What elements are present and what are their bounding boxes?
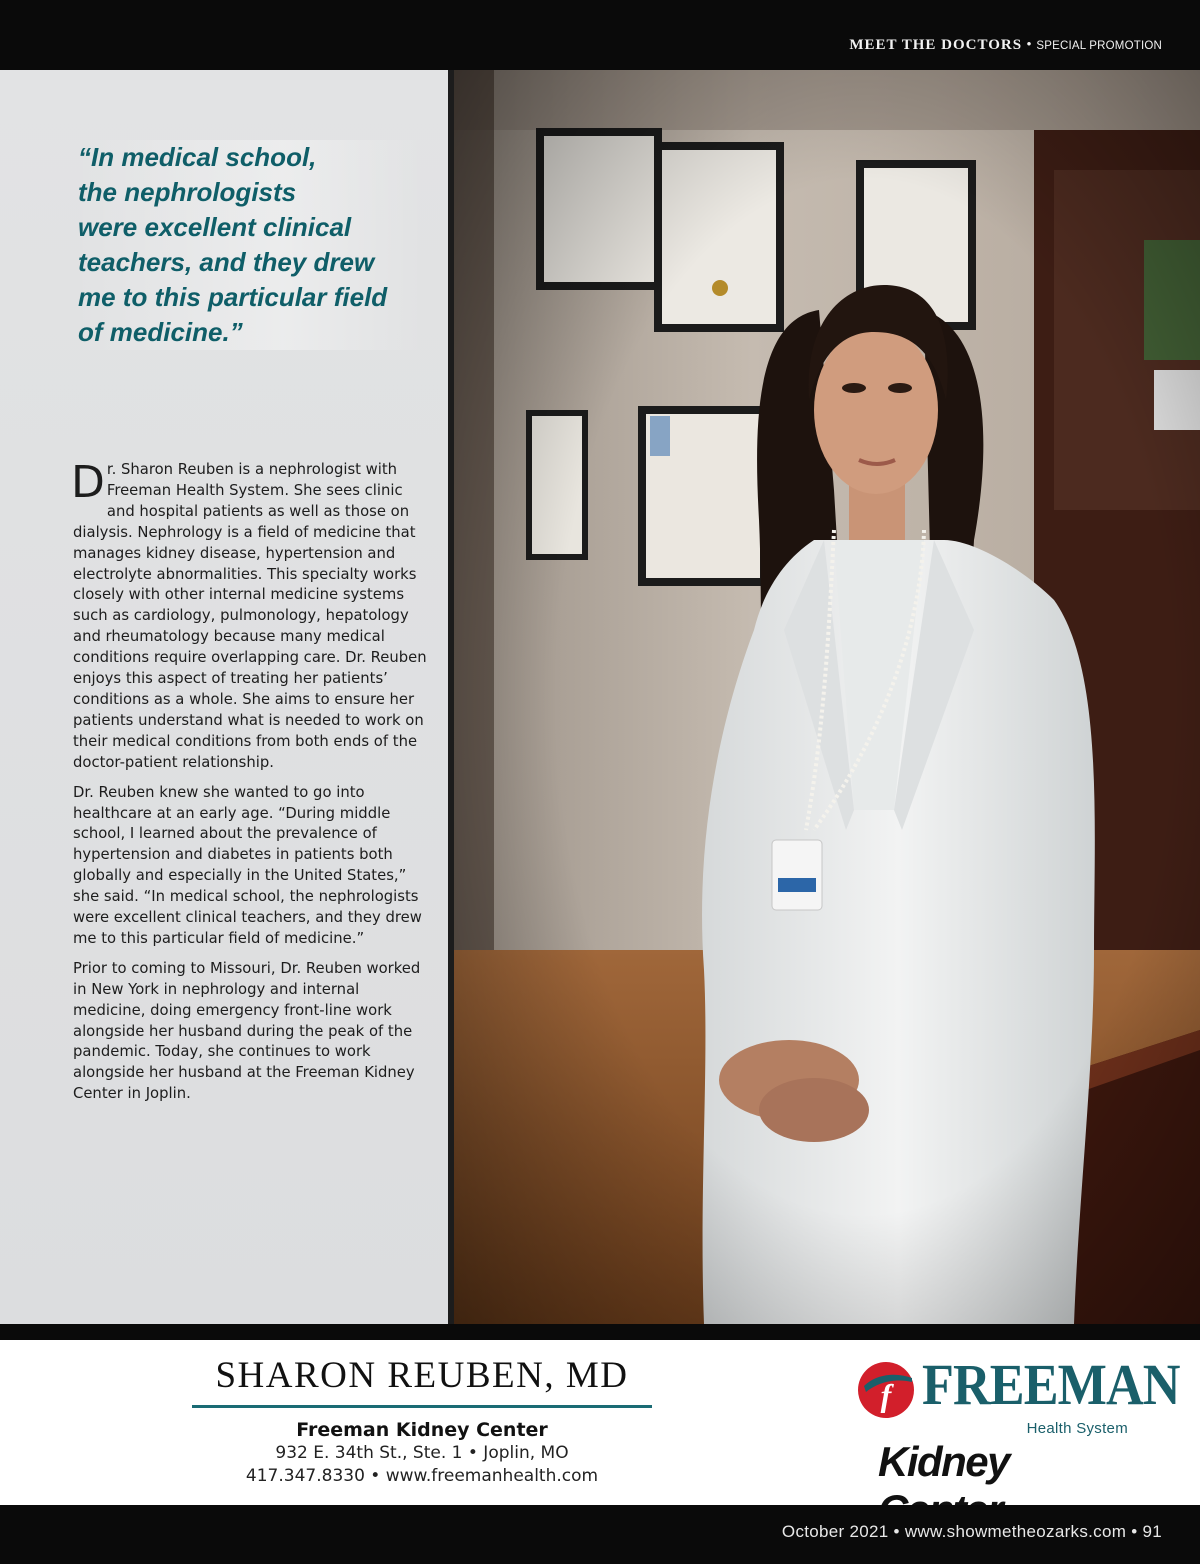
- bio-paragraph-1: [71, 457, 427, 774]
- bio-paragraph-1-text: r. Sharon Reuben is a nephrologist with Freeman Health System. She sees clinic and hospital patients as well as those on dialysis. Nephrology is a field of medicine that manages kidney disease, hypertension and electrolyte abnormalities. This specialty works closely with other internal medicine systems such as cardiology, pulmonology, hepatology and rheumatology because many medical conditions require overlapping care. Dr. Reuben enjoys this aspect of treating her patients’ conditions as a whole. She aims to ensure her patients understand what is needed to work on their medical conditions from both ends of the doctor-patient relationship.: [73, 461, 427, 771]
- freeman-kidney-center-logo: [852, 1352, 1180, 1490]
- address: 932 E. 34th St., Ste. 1 • Joplin, MO: [275, 1443, 569, 1463]
- section-title: MEET THE DOCTORS: [849, 37, 1023, 53]
- bio-paragraph-2: Dr. Reuben knew she wanted to go into healthcare at an early age. “During middle school, I learned about the prevalence of hypertension and diabetes in patients both globally and especially in the United States,” she said. “In medical school, the nephrologists were excellent clinical teachers, and they drew me to this particular field of medicine.”: [73, 783, 422, 947]
- footer-band: [0, 1505, 1200, 1564]
- doctor-portrait-photo: [454, 70, 1200, 1324]
- center-name: Freeman Kidney Center: [296, 1419, 548, 1441]
- header-band: [0, 0, 1200, 70]
- logo-subtitle: Health System: [1026, 1420, 1128, 1437]
- section-separator: •: [1026, 37, 1033, 53]
- doctor-name: SHARON REUBEN, MD: [215, 1355, 629, 1396]
- freeman-f-mark-icon: [856, 1360, 916, 1420]
- photo-bottom-rule: [0, 1324, 1200, 1340]
- svg-text:f: f: [880, 1377, 892, 1413]
- contact-info: 417.347.8330 • www.freemanhealth.com: [245, 1466, 599, 1486]
- drop-cap: D: [71, 457, 105, 508]
- pull-quote: “In medical school, the nephrologists were excellent clinical teachers, and they drew me to this particular field of medicine.”: [72, 140, 424, 350]
- logo-unit-name: Kidney: [878, 1438, 1010, 1485]
- bio-paragraph-3: Prior to coming to Missouri, Dr. Reuben worked in New York in nephrology and internal medicine, doing emergency front-line work alongside her husband during the peak of the pandemic. Today, she continues to work alongside her husband at the Freeman Kidney Center in Joplin.: [73, 959, 421, 1103]
- section-subtitle: SPECIAL PROMOTION: [1036, 40, 1162, 52]
- section-label: [849, 37, 1162, 54]
- logo-wordmark: FREEMAN: [922, 1352, 1180, 1417]
- page-folio: October 2021 • www.showmetheozarks.com • 91: [781, 1522, 1162, 1541]
- biography: [71, 457, 427, 1114]
- doctor-info: [192, 1352, 652, 1488]
- name-underline: [192, 1405, 652, 1408]
